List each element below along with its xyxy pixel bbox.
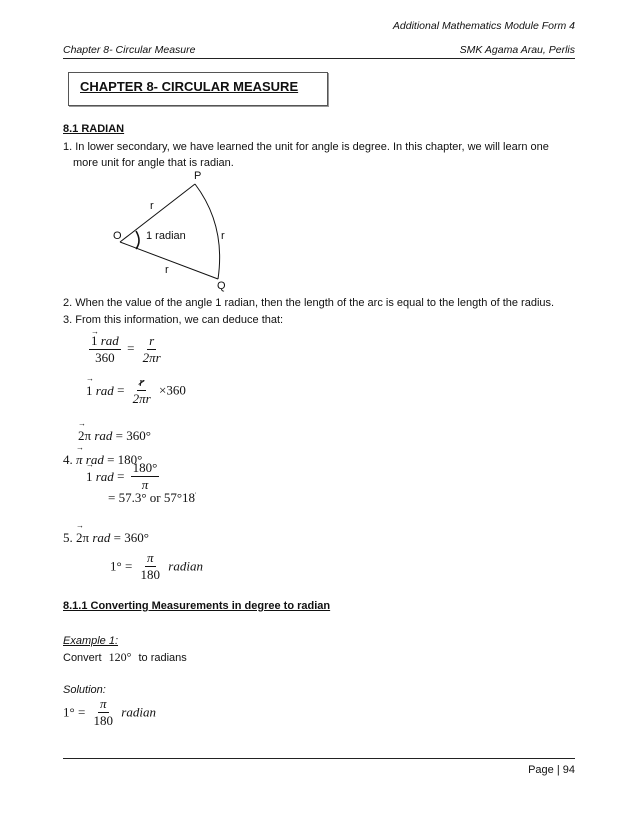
eq1-r: r	[149, 333, 155, 348]
label-r-top: r	[150, 200, 154, 212]
equation-3	[78, 428, 151, 444]
eq6-2pi: → 2π	[76, 530, 89, 546]
header-divider	[63, 58, 575, 59]
eq2-one: → 1	[86, 383, 93, 399]
page-number: Page | 94	[528, 764, 575, 776]
point-1-line-1: 1. In lower secondary, we have learned the unit for angle is degree. In this chapter, we will learn one	[63, 141, 549, 153]
label-p: P	[194, 170, 202, 182]
eq1-one: → 1	[91, 334, 98, 348]
label-angle: 1 radian	[146, 230, 186, 242]
eq7-radian: radian	[168, 558, 203, 574]
sol-fraction-pi-over-180	[92, 697, 116, 728]
point-5-number: 5.	[63, 530, 73, 545]
angle-mark	[136, 231, 139, 249]
sol-one-degree: 1° =	[63, 704, 86, 720]
eq2-equals: =	[117, 382, 125, 398]
eq1-equals: =	[127, 340, 135, 356]
eq7-180: 180	[140, 567, 161, 582]
eq3-equals: =	[115, 428, 123, 443]
convert-value: 120°	[108, 650, 132, 664]
result-prime: '	[195, 492, 197, 499]
equation-7	[110, 551, 203, 582]
radius-oq	[120, 242, 218, 279]
eq4-pi: → π	[76, 452, 83, 468]
point-3: 3. From this information, we can deduce that:	[63, 314, 284, 326]
equation-1	[86, 334, 166, 365]
eq7-pi: π	[147, 550, 154, 565]
eq5-rad: rad	[95, 468, 114, 484]
point-2: 2. When the value of the angle 1 radian, then the length of the arc is equal to the length of the radius.	[63, 297, 555, 309]
fraction-r-over-2pir	[141, 334, 163, 365]
eq1-2pir: 2πr	[142, 350, 161, 365]
eq5-one: → 1	[86, 469, 93, 485]
eq6-equals: =	[113, 530, 121, 545]
point-4-number: 4.	[63, 452, 73, 467]
eq1-360: 360	[95, 350, 115, 365]
convert-suffix: to radians	[138, 652, 187, 664]
eq6-360deg: 360°	[124, 530, 149, 545]
label-r-arc: r	[221, 230, 225, 242]
eq2-rad: rad	[95, 382, 114, 398]
label-o: O	[113, 230, 122, 242]
equation-2	[86, 375, 186, 406]
solution-equation	[63, 697, 156, 728]
eq4-equals: =	[107, 452, 115, 467]
fraction-cancelled	[131, 375, 153, 406]
eq7-one-degree: 1° =	[110, 558, 133, 574]
eq5-equals: =	[117, 468, 125, 484]
eq2-r: r	[139, 374, 145, 389]
fraction-180-over-pi	[131, 461, 160, 492]
eq3-rad: rad	[94, 428, 113, 443]
eq3-2pi: → 2π	[78, 428, 91, 444]
label-q: Q	[217, 280, 226, 292]
solution-label: Solution:	[63, 684, 106, 696]
eq1-rad: rad	[100, 333, 119, 348]
sol-180: 180	[93, 713, 114, 728]
equation-5	[86, 461, 162, 492]
eq3-360deg: 360°	[126, 428, 151, 443]
eq4-rad: rad	[85, 452, 104, 467]
eq4-180deg: 180°	[117, 452, 143, 467]
section-heading-radian: 8.1 RADIAN	[63, 123, 125, 135]
sol-radian: radian	[121, 704, 156, 720]
example-label: Example 1:	[63, 635, 119, 647]
arc-pq	[195, 184, 220, 279]
convert-prefix: Convert	[63, 652, 102, 664]
point-5-equation	[63, 530, 149, 546]
fraction-rad-over-360	[89, 334, 121, 365]
subsection-heading: 8.1.1 Converting Measurements in degree to radian	[63, 600, 331, 612]
point-1-line-2: more unit for angle that is radian.	[73, 157, 234, 169]
eq2-2pir: 2πr	[132, 391, 151, 406]
fraction-pi-over-180	[139, 551, 163, 582]
sol-pi: π	[100, 696, 107, 711]
school-name: SMK Agama Arau, Perlis	[459, 44, 575, 56]
eq5-pi: π	[141, 477, 149, 492]
result-line	[108, 490, 196, 506]
example-question	[63, 649, 187, 666]
label-r-bottom: r	[165, 264, 169, 276]
module-title: Additional Mathematics Module Form 4	[392, 20, 575, 32]
footer-divider	[63, 758, 575, 759]
chapter-header: Chapter 8- Circular Measure	[63, 44, 196, 56]
eq6-rad: rad	[92, 530, 111, 545]
result-value: = 57.3° or 57°18	[108, 490, 196, 505]
chapter-title: CHAPTER 8- CIRCULAR MEASURE	[80, 79, 299, 94]
eq5-180deg: 180°	[132, 460, 158, 475]
eq2-times-360: ×360	[158, 382, 186, 398]
